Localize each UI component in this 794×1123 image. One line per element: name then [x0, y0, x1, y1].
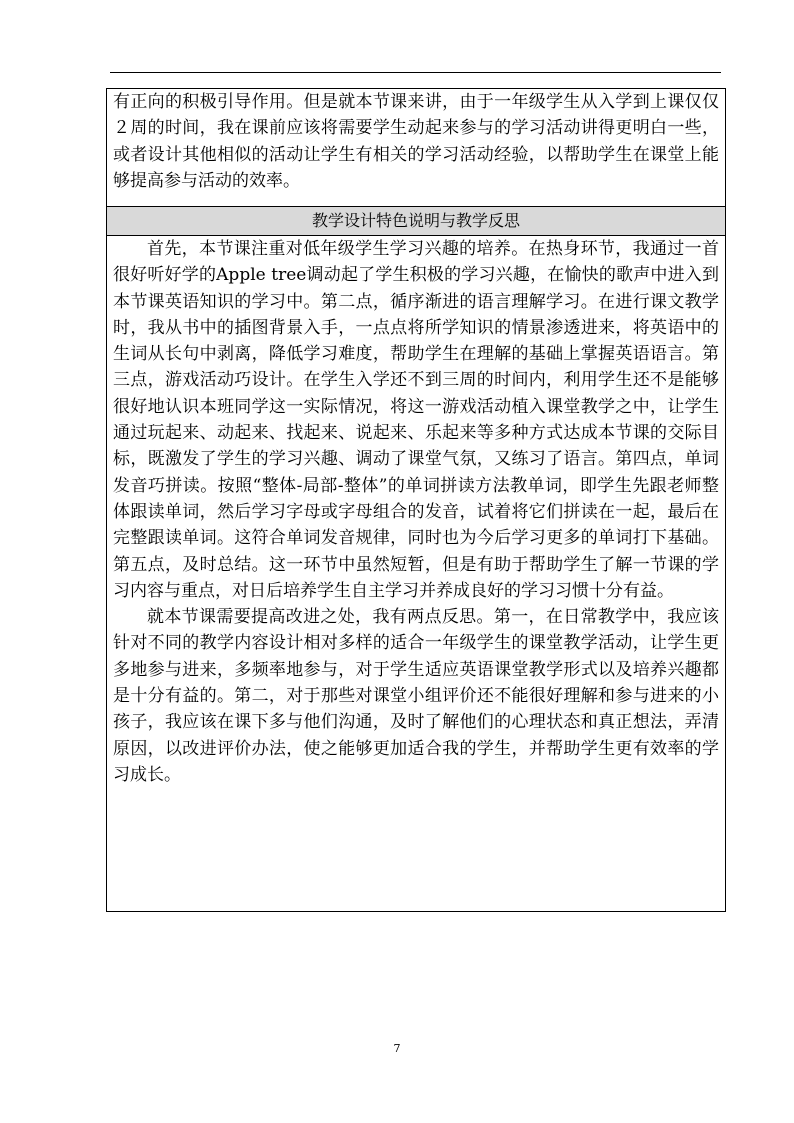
section-header-cell	[107, 207, 726, 236]
page-number: 7	[393, 1042, 401, 1055]
header-rule	[110, 72, 721, 73]
reflection-table	[106, 88, 726, 912]
reflection-row	[107, 236, 726, 912]
paragraph-reflection: 就本节课需要提高改进之处，我有两点反思。第一，在日常教学中，我应该针对不同的教学内容设计相对多样的适合一年级学生的课堂教学活动，让学生更多地参与进来，多频率地参与，对于学生适应英语课堂教学形式以及培养兴趣都是十分有益的。第二，对于那些对课堂小组评价还不能很好理解和参与进来的小孩子，我应该在课下多与他们沟通，及时了解他们的心理状态和真正想法，弄清原因，以改进评价办法，使之能够更加适合我的学生，并帮助学生更有效率的学习成长。	[113, 607, 719, 785]
section-title: 教学设计特色说明与教学反思	[311, 211, 520, 230]
continuation-text: 有正向的积极引导作用。但是就本节课来讲，由于一年级学生从入学到上课仅仅２周的时间，我在课前应该将需要学生动起来参与的学习活动讲得更明白一些，或者设计其他相似的活动让学生有相关的学习活动经验，以帮助学生在课堂上能够提高参与活动的效率。	[113, 92, 719, 191]
reflection-cell	[107, 236, 726, 912]
section-header-row	[107, 207, 726, 236]
continuation-cell	[107, 89, 726, 207]
paragraph-features: 首先，本节课注重对低年级学生学习兴趣的培养。在热身环节，我通过一首很好听好学的Apple tree调动起了学生积极的学习兴趣，在愉快的歌声中进入到本节课英语知识的学习中。第二点，循序渐进的语言理解学习。在进行课文教学时，我从书中的插图背景入手，一点点将所学知识的情景渗透进来，将英语中的生词从长句中剥离，降低学习难度，帮助学生在理解的基础上掌握英语语言。第三点，游戏活动巧设计。在学生入学还不到三周的时间内，利用学生还不是能够很好地认识本班同学这一实际情况，将这一游戏活动植入课堂教学之中，让学生通过玩起来、动起来、找起来、说起来、乐起来等多种方式达成本节课的交际目标，既激发了学生的学习兴趣、调动了课堂气氛，又练习了语言。第四点，单词发音巧拼读。按照“整体-局部-整体”的单词拼读方法教单词，即学生先跟老师整体跟读单词，然后学习字母或字母组合的发音，试着将它们拼读在一起，最后在完整跟读单词。这符合单词发音规律，同时也为今后学习更多的单词打下基础。第五点，及时总结。这一环节中虽然短暂，但是有助于帮助学生了解一节课的学习内容与重点，对日后培养学生自主学习并养成良好的学习习惯十分有益。	[113, 239, 719, 601]
continuation-row	[107, 89, 726, 207]
